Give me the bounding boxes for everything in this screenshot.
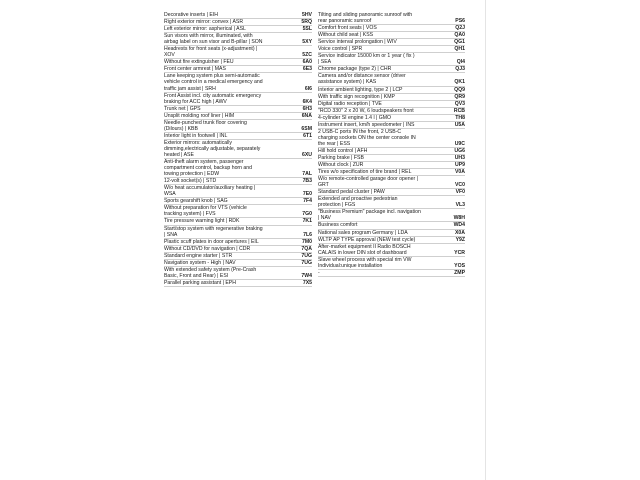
equipment-code: 5SL <box>302 26 312 33</box>
equipment-row <box>318 257 465 270</box>
equipment-row <box>164 159 312 178</box>
equipment-code: 6H3 <box>302 105 312 112</box>
equipment-code: 7AL <box>302 171 312 178</box>
equipment-description: Trunk net | GPS <box>164 105 201 112</box>
equipment-description: Voice control | SPR <box>318 46 363 53</box>
equipment-code: Y9Z <box>455 236 465 243</box>
equipment-code: VC0 <box>454 182 465 189</box>
equipment-row <box>164 12 312 19</box>
equipment-description: Standard engine starter | STR <box>164 252 233 259</box>
equipment-code: UH3 <box>454 154 465 161</box>
equipment-row <box>318 122 465 129</box>
equipment-code: 5RQ <box>301 19 312 26</box>
equipment-code: U9C <box>454 140 465 147</box>
equipment-code: 6NA <box>301 112 312 119</box>
equipment-description: Digital radio reception | TVE <box>318 100 382 107</box>
equipment-row <box>318 155 465 162</box>
equipment-row <box>318 148 465 155</box>
equipment-code: 6E3 <box>302 66 312 73</box>
equipment-code: 7B3 <box>302 178 312 185</box>
equipment-code: 6A0 <box>302 59 312 66</box>
equipment-code: QV3 <box>454 100 465 107</box>
equipment-row <box>318 115 465 122</box>
equipment-description: Front center armrest | MAS <box>164 66 226 73</box>
equipment-row <box>318 222 465 229</box>
equipment-list-left <box>164 12 312 287</box>
equipment-row <box>318 73 465 86</box>
equipment-description: Service interval prolongation | WIV <box>318 39 397 46</box>
equipment-code: 7UG <box>301 259 312 266</box>
equipment-row <box>164 120 312 133</box>
equipment-row <box>318 32 465 39</box>
equipment-code: 6SM <box>301 125 312 132</box>
equipment-description: Without child seat | KSS <box>318 32 374 39</box>
equipment-description: With traffic sign recognition | KMP <box>318 93 395 100</box>
equipment-code: QR9 <box>454 93 465 100</box>
equipment-description: Left exterior mirror: aspherical | ASL <box>164 26 246 33</box>
equipment-code: ZMP <box>454 269 465 276</box>
equipment-description: 12-volt socket(s) | STD <box>164 178 217 185</box>
equipment-code: 7QA <box>301 245 312 252</box>
equipment-code: QQ9 <box>454 86 465 93</box>
equipment-row <box>164 239 312 246</box>
equipment-row <box>164 140 312 159</box>
equipment-description: Headrests for front seats (x-adjustment) | XOV <box>164 46 258 59</box>
equipment-row <box>318 189 465 196</box>
equipment-code: Q2J <box>455 25 465 32</box>
equipment-row <box>164 185 312 198</box>
equipment-description: Sun visors with mirror, illuminated, with airbag label on sun visor and B-pillar | SON <box>164 33 263 46</box>
equipment-code: V0A <box>454 169 465 176</box>
equipment-row <box>164 133 312 140</box>
equipment-code: 6T1 <box>303 132 312 139</box>
equipment-row <box>318 94 465 101</box>
equipment-row <box>164 106 312 113</box>
equipment-row <box>164 73 312 92</box>
equipment-description: Parking brake | FSB <box>318 154 364 161</box>
equipment-description: Without preparation for VTS (vehicle tracking system) | FVS <box>164 205 247 218</box>
equipment-description: "Business Premium" package incl. navigation | NAV <box>318 209 421 222</box>
equipment-row <box>164 260 312 267</box>
equipment-description: 2 USB-C ports IN the front, 2 USB-C charging sockets ON the center console IN the rear | ESS <box>318 128 416 147</box>
equipment-description: 4-cylinder SI engine 1.4 l | GMO <box>318 114 392 121</box>
equipment-description: Exterior mirrors: automatically dimming,electrically adjustable, separately heated | ASE <box>164 139 261 158</box>
equipment-description: WLTP AP TYPE approval (NEW test cycle) <box>318 236 416 243</box>
equipment-description: Parallel parking assistant | EPH <box>164 279 236 286</box>
equipment-description: After-market equipment II Radio BOSCH CALAIS in lower DIN slot of dashboard <box>318 243 411 256</box>
equipment-description: Service indicator 15000 km or 1 year ( fix ) | SEA <box>318 53 415 66</box>
equipment-code: 5ZC <box>302 52 312 59</box>
equipment-code: QA0 <box>454 32 465 39</box>
equipment-code: 7F4 <box>303 198 312 205</box>
equipment-description: Interior ambient lighting, type 2 | LCP <box>318 86 403 93</box>
equipment-code: YCR <box>454 249 465 256</box>
equipment-code: YOS <box>454 262 465 269</box>
equipment-description: Without clock | ZUR <box>318 162 364 169</box>
equipment-description: Plastic scuff plates in door apertures | EIL <box>164 238 259 245</box>
equipment-description: Without fire extinguisher | FEU <box>164 59 234 66</box>
equipment-code: 7G0 <box>302 211 312 218</box>
equipment-description: Tire pressure warning light | RDK <box>164 218 240 225</box>
equipment-code: 7M0 <box>301 238 312 245</box>
equipment-description: Navigation system - High | NAV <box>164 259 236 266</box>
equipment-code: WD4 <box>453 222 465 229</box>
equipment-row <box>164 19 312 26</box>
equipment-row <box>318 108 465 115</box>
equipment-row <box>164 113 312 120</box>
equipment-row <box>164 66 312 73</box>
equipment-description: Extended and proactive pedestrian protection | FGS <box>318 196 398 209</box>
equipment-code: X0A <box>454 229 465 236</box>
equipment-description: Chrome package (type 2) | CHR <box>318 66 392 73</box>
equipment-row <box>318 230 465 237</box>
equipment-description: Needle-punched trunk floor covering (Dilours) | KBB <box>164 119 247 132</box>
equipment-code: QJ3 <box>455 66 465 73</box>
equipment-code: 5HV <box>301 12 312 18</box>
equipment-code: UG6 <box>454 147 465 154</box>
equipment-code: QH1 <box>454 46 465 53</box>
equipment-description: Slave wheel process with special rim VW Individual:unique installation <box>318 256 412 269</box>
equipment-description: Hill hold control | AFH <box>318 147 368 154</box>
equipment-row <box>164 46 312 59</box>
equipment-description: Business comfort <box>318 222 358 229</box>
equipment-code: QG1 <box>454 39 465 46</box>
equipment-code: W8H <box>453 215 465 222</box>
equipment-code: PS6 <box>455 18 465 25</box>
equipment-description: Right exterior mirror: convex | ASR <box>164 19 244 26</box>
equipment-row <box>164 59 312 66</box>
equipment-row <box>318 209 465 222</box>
equipment-code: 6K4 <box>302 98 312 105</box>
equipment-row <box>318 176 465 189</box>
equipment-row <box>318 25 465 32</box>
equipment-row <box>318 87 465 94</box>
equipment-description: W/o remote-controlled garage door opener | GRT <box>318 176 418 189</box>
equipment-description: Anti-theft alarm system, passenger compartment control, backup horn and towing protection | EDW <box>164 159 253 178</box>
equipment-description: Start/stop system with regenerative braking | SNA <box>164 225 263 238</box>
equipment-description: Interior light in footwell | INL <box>164 132 228 139</box>
equipment-code: 7W4 <box>301 272 312 279</box>
equipment-code: TH8 <box>455 114 465 121</box>
equipment-description: National sales program Germany | LDA <box>318 229 408 236</box>
equipment-row <box>318 39 465 46</box>
page-edge-divider <box>485 0 486 480</box>
equipment-code: 7E0 <box>302 191 312 198</box>
equipment-row <box>164 205 312 218</box>
equipment-description: Tires w/o specification of tire brand | REL <box>318 169 412 176</box>
equipment-row <box>164 26 312 33</box>
equipment-code: 5XY <box>302 39 312 46</box>
equipment-code: VL3 <box>455 202 465 209</box>
equipment-code: 7X5 <box>302 279 312 286</box>
equipment-description: Camera and/or distance sensor (driver assistance system) | KAS <box>318 73 406 86</box>
equipment-row <box>164 178 312 185</box>
equipment-description: Standard pedal cluster | PAW <box>318 189 385 196</box>
equipment-code: QI4 <box>456 59 465 66</box>
equipment-row <box>164 226 312 239</box>
equipment-row <box>318 46 465 53</box>
equipment-row <box>164 93 312 106</box>
equipment-description: Unsplit molding roof liner | HIM <box>164 112 235 119</box>
equipment-code: 6XU <box>301 151 312 158</box>
equipment-description: Without CD/DVD for navigation | CDR <box>164 245 251 252</box>
equipment-row <box>164 33 312 46</box>
equipment-description: "RCD 330" 2 x 20 W, 6 loudspeakers front <box>318 107 414 114</box>
equipment-row <box>318 196 465 209</box>
equipment-description: Decorative inserts | EIH <box>164 12 218 18</box>
equipment-row <box>164 253 312 260</box>
equipment-description: Tilting and sliding panoramic sunroof with rear panoramic sunroof <box>318 12 413 25</box>
equipment-description: Sports gearshift knob | SAG <box>164 198 228 205</box>
equipment-description: W/o heat accumulator/auxiliary heating | WSA <box>164 185 256 198</box>
equipment-code: RCB <box>453 107 465 114</box>
equipment-row <box>318 53 465 66</box>
equipment-row <box>318 169 465 176</box>
equipment-row <box>164 246 312 253</box>
equipment-description: Instrument insert, km/h speedometer | INS <box>318 121 415 128</box>
equipment-code: 7K1 <box>302 218 312 225</box>
equipment-row <box>164 267 312 280</box>
equipment-description: With extended safety system (Pre-Crash Basic, Front and Rear) | ESI <box>164 266 257 279</box>
equipment-row <box>318 129 465 148</box>
equipment-description: Front Assist incl. city automatic emergency braking for ACC high | AWV <box>164 92 262 105</box>
equipment-description: Lane keeping system plus semi-automatic vehicle control in a medical emergency and traffic jam assist | SRH <box>164 73 263 92</box>
equipment-row <box>318 12 465 25</box>
equipment-row <box>164 198 312 205</box>
equipment-code: 6I6 <box>304 85 312 92</box>
equipment-row <box>164 218 312 225</box>
equipment-code: UP9 <box>454 162 465 169</box>
equipment-row <box>318 270 465 277</box>
equipment-code: 7UG <box>301 252 312 259</box>
equipment-description: - <box>318 269 320 276</box>
equipment-code: QK1 <box>454 79 465 86</box>
equipment-code: U5A <box>454 121 465 128</box>
equipment-description: Comfort front seats | VOS <box>318 25 377 32</box>
equipment-row <box>318 101 465 108</box>
equipment-row <box>164 280 312 287</box>
equipment-row <box>318 237 465 244</box>
equipment-row <box>318 162 465 169</box>
equipment-row <box>318 244 465 257</box>
equipment-row <box>318 66 465 73</box>
equipment-list-right <box>318 12 465 277</box>
equipment-code: VF0 <box>455 189 465 196</box>
equipment-code: 7L6 <box>303 231 312 238</box>
